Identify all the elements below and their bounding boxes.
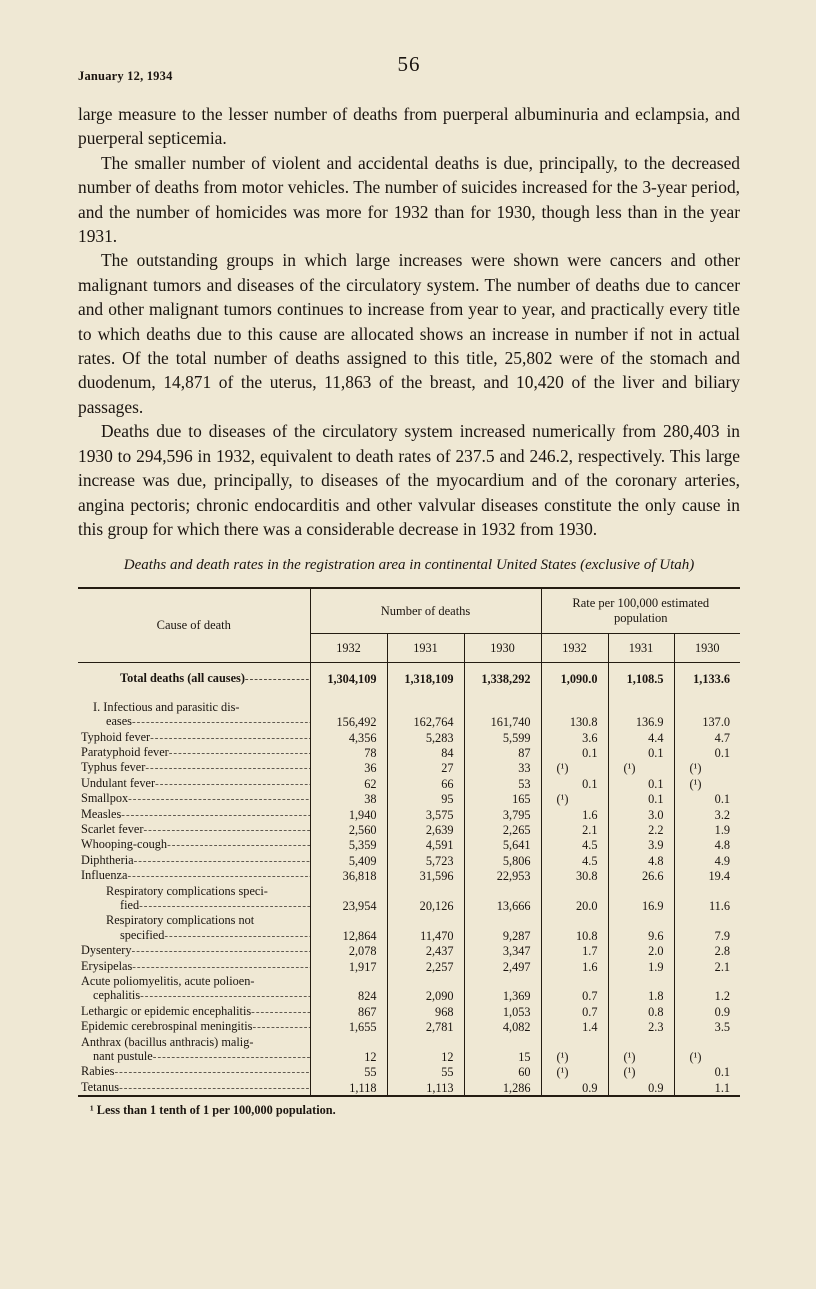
value-cell: 4,356 — [310, 730, 387, 745]
dash-leader — [128, 791, 309, 806]
value-cell: 2,090 — [387, 974, 464, 1004]
value-cell: (¹) — [608, 1064, 674, 1079]
value-cell: 4,082 — [464, 1019, 541, 1034]
value-cell: (¹) — [541, 760, 608, 775]
value-cell: 33 — [464, 760, 541, 775]
dash-leader — [139, 898, 309, 913]
value-cell: 1,118 — [310, 1080, 387, 1096]
value-cell: 20.0 — [541, 884, 608, 914]
value-cell: 19.4 — [674, 868, 740, 883]
dash-leader — [119, 1080, 309, 1095]
value-cell: 136.9 — [608, 690, 674, 730]
table-row — [78, 853, 740, 868]
value-cell: 3.5 — [674, 1019, 740, 1034]
value-cell: 137.0 — [674, 690, 740, 730]
cause-label: Undulant fever — [81, 775, 156, 790]
cause-label: Influenza — [81, 868, 128, 883]
cause-label: Typhoid fever — [81, 729, 151, 744]
paragraph: The outstanding groups in which large increases were shown were cancers and other malignant tumors and diseases of the circulatory system. The number of deaths due to cancer and other malignant tumors continues to increase from year to year, and practically every title to which deaths due to this cause are allocated shows an increase in number if not in actual rates. Of the total number of deaths assigned to this title, 25,802 were of the stomach and duodenum, 14,871 of the uterus, 11,863 of the breast, and 10,420 of the liver and biliary passages. — [78, 250, 740, 417]
value-cell: 36 — [310, 760, 387, 775]
paragraph: The smaller number of violent and accidental deaths is due, principally, to the decreased number of deaths from motor vehicles. The number of suicides increased for the 3-year period, and the number of homicides was more for 1932 than for 1930, though less than in the year 1931. — [78, 152, 740, 247]
cause-label: Paratyphoid fever — [81, 744, 169, 759]
value-cell: 5,806 — [464, 853, 541, 868]
value-cell: 2.2 — [608, 822, 674, 837]
value-cell: (¹) — [674, 760, 740, 775]
value-cell: 1.7 — [541, 943, 608, 958]
value-cell: 20,126 — [387, 884, 464, 914]
table-row — [78, 822, 740, 837]
cause-label: eases — [106, 714, 132, 729]
value-cell: 1,304,109 — [310, 663, 387, 690]
value-cell: 1.6 — [541, 959, 608, 974]
value-cell: 1,917 — [310, 959, 387, 974]
table-title: Deaths and death rates in the registration area in continental United States (exclusive of Utah) — [123, 557, 695, 574]
cause-label: Scarlet fever — [81, 821, 144, 836]
cause-cell — [78, 822, 310, 837]
value-cell: 2,265 — [464, 822, 541, 837]
value-cell: 130.8 — [541, 690, 608, 730]
cause-cell — [78, 853, 310, 868]
cause-cell — [78, 807, 310, 822]
value-cell: 1,940 — [310, 807, 387, 822]
table-row — [78, 791, 740, 806]
value-cell: 1,133.6 — [674, 663, 740, 690]
value-cell: 22,953 — [464, 868, 541, 883]
number-of-deaths-header: Number of deaths — [310, 588, 541, 634]
running-head — [78, 52, 740, 86]
value-cell: 3.9 — [608, 837, 674, 852]
cause-label: I. Infectious and parasitic dis- — [93, 699, 240, 714]
value-cell: 2,560 — [310, 822, 387, 837]
table-head — [78, 588, 740, 663]
value-cell: 7.9 — [674, 913, 740, 943]
cause-cell — [78, 1004, 310, 1019]
value-cell: 1,318,109 — [387, 663, 464, 690]
cause-label: Tetanus — [81, 1079, 120, 1094]
cause-label: Diphtheria — [81, 852, 134, 867]
value-cell: 165 — [464, 791, 541, 806]
table-row — [78, 1019, 740, 1034]
value-cell: 10.8 — [541, 913, 608, 943]
value-cell: (¹) — [541, 1035, 608, 1065]
table-row — [78, 745, 740, 760]
cause-label: Total deaths (all causes) — [120, 671, 245, 686]
value-cell: 55 — [387, 1064, 464, 1079]
value-cell: 1.4 — [541, 1019, 608, 1034]
value-cell: 3.6 — [541, 730, 608, 745]
value-cell: 31,596 — [387, 868, 464, 883]
value-cell: 1,286 — [464, 1080, 541, 1096]
value-cell: 0.1 — [674, 791, 740, 806]
cause-label: nant pustule — [93, 1049, 153, 1064]
cause-cell — [78, 1080, 310, 1096]
cause-cell — [78, 974, 310, 1004]
cause-label: specified — [120, 927, 165, 942]
value-cell: 4.4 — [608, 730, 674, 745]
deaths-year-1930: 1930 — [464, 634, 541, 663]
value-cell: 12 — [387, 1035, 464, 1065]
value-cell: 53 — [464, 776, 541, 791]
dash-leader — [140, 988, 309, 1003]
value-cell: 0.1 — [541, 745, 608, 760]
value-cell: (¹) — [674, 776, 740, 791]
deaths-year-1931: 1931 — [387, 634, 464, 663]
value-cell: 867 — [310, 1004, 387, 1019]
value-cell: 0.1 — [541, 776, 608, 791]
table-row — [78, 690, 740, 730]
cause-label: Lethargic or epidemic encephalitis — [81, 1003, 252, 1018]
value-cell: 23,954 — [310, 884, 387, 914]
value-cell: 5,283 — [387, 730, 464, 745]
cause-cell — [78, 837, 310, 852]
value-cell: 4.5 — [541, 837, 608, 852]
value-cell: 2,781 — [387, 1019, 464, 1034]
value-cell: 0.9 — [541, 1080, 608, 1096]
dash-leader — [150, 730, 309, 745]
value-cell: 968 — [387, 1004, 464, 1019]
cause-label: Erysipelas — [81, 958, 133, 973]
table-row — [78, 868, 740, 883]
value-cell: 1,369 — [464, 974, 541, 1004]
value-cell: 78 — [310, 745, 387, 760]
value-cell: 2,257 — [387, 959, 464, 974]
rate-year-1931: 1931 — [608, 634, 674, 663]
value-cell: 161,740 — [464, 690, 541, 730]
value-cell: 3,795 — [464, 807, 541, 822]
value-cell: 2.0 — [608, 943, 674, 958]
cause-label: Whooping-cough — [81, 837, 168, 852]
value-cell: 1.9 — [674, 822, 740, 837]
value-cell: 0.1 — [608, 791, 674, 806]
table-row — [78, 663, 740, 690]
dash-leader — [127, 868, 309, 883]
value-cell: 2.3 — [608, 1019, 674, 1034]
value-cell: 16.9 — [608, 884, 674, 914]
dash-leader — [251, 1004, 309, 1019]
cause-label: Respiratory complications not — [106, 913, 255, 928]
value-cell: 0.7 — [541, 974, 608, 1004]
cause-label: Measles — [81, 806, 122, 821]
paragraph: Deaths due to diseases of the circulatory system increased numerically from 280,403 in 1930 to 294,596 in 1932, equivalent to death rates of 237.5 and 246.2, respectively. This large increase was due, principally, to diseases of the myocardium and of the coronary arteries, angina pectoris; chronic endocarditis and other valvular diseases constitute the only cause in this group for which there was a considerable decrease in 1932 from 1930. — [78, 421, 740, 539]
table-row — [78, 730, 740, 745]
table-footnote: ¹ Less than 1 tenth of 1 per 100,000 population. — [90, 1103, 336, 1118]
table-row — [78, 1035, 740, 1065]
cause-label: Typhus fever — [81, 760, 146, 775]
value-cell: 1.1 — [674, 1080, 740, 1096]
value-cell: 824 — [310, 974, 387, 1004]
dash-leader — [245, 671, 310, 686]
value-cell: 4.8 — [608, 853, 674, 868]
cause-cell — [78, 791, 310, 806]
cause-cell — [78, 913, 310, 943]
value-cell: 27 — [387, 760, 464, 775]
body-text — [78, 102, 740, 541]
value-cell: 2.1 — [541, 822, 608, 837]
value-cell: 5,409 — [310, 853, 387, 868]
value-cell: 2.8 — [674, 943, 740, 958]
dash-leader — [252, 1019, 309, 1034]
cause-cell — [78, 776, 310, 791]
value-cell: 3.0 — [608, 807, 674, 822]
dash-leader — [169, 745, 310, 760]
value-cell: 156,492 — [310, 690, 387, 730]
value-cell: (¹) — [541, 791, 608, 806]
value-cell: 55 — [310, 1064, 387, 1079]
value-cell: 66 — [387, 776, 464, 791]
group-header-row — [78, 588, 740, 634]
cause-label: Acute poliomyelitis, acute polioen- — [81, 974, 255, 989]
value-cell: 162,764 — [387, 690, 464, 730]
dash-leader — [143, 822, 309, 837]
value-cell: (¹) — [608, 760, 674, 775]
value-cell: 36,818 — [310, 868, 387, 883]
value-cell: 1,655 — [310, 1019, 387, 1034]
value-cell: 26.6 — [608, 868, 674, 883]
cause-cell — [78, 884, 310, 914]
table-row — [78, 1064, 740, 1079]
table-row — [78, 807, 740, 822]
dash-leader — [153, 1049, 310, 1064]
deaths-year-1932: 1932 — [310, 634, 387, 663]
value-cell: 1,053 — [464, 1004, 541, 1019]
dash-leader — [121, 807, 309, 822]
cause-label: fied — [120, 898, 140, 912]
cause-cell — [78, 760, 310, 775]
rate-year-1930: 1930 — [674, 634, 740, 663]
value-cell: 0.9 — [674, 1004, 740, 1019]
dash-leader — [167, 837, 309, 852]
value-cell: 62 — [310, 776, 387, 791]
table-row — [78, 760, 740, 775]
value-cell: 1,090.0 — [541, 663, 608, 690]
dash-leader — [132, 959, 309, 974]
value-cell: 87 — [464, 745, 541, 760]
value-cell: 9.6 — [608, 913, 674, 943]
value-cell: 2.1 — [674, 959, 740, 974]
value-cell: 0.7 — [541, 1004, 608, 1019]
value-cell: 5,599 — [464, 730, 541, 745]
value-cell: (¹) — [541, 1064, 608, 1079]
cause-of-death-header: Cause of death — [78, 588, 310, 663]
cause-label: Dysentery — [81, 943, 132, 958]
value-cell: 0.9 — [608, 1080, 674, 1096]
cause-cell — [78, 943, 310, 958]
value-cell: 1.6 — [541, 807, 608, 822]
table-row — [78, 913, 740, 943]
cause-cell — [78, 730, 310, 745]
dash-leader — [134, 853, 310, 868]
header-date: January 12, 1934 — [78, 69, 173, 83]
value-cell: 2,078 — [310, 943, 387, 958]
value-cell: 11.6 — [674, 884, 740, 914]
table-row — [78, 776, 740, 791]
cause-label: Anthrax (bacillus anthracis) malig- — [81, 1034, 254, 1049]
dash-leader — [155, 776, 309, 791]
rate-year-1932: 1932 — [541, 634, 608, 663]
value-cell: 12 — [310, 1035, 387, 1065]
cause-cell — [78, 1019, 310, 1034]
value-cell: 95 — [387, 791, 464, 806]
value-cell: 0.8 — [608, 1004, 674, 1019]
value-cell: 1.8 — [608, 974, 674, 1004]
deaths-table — [78, 587, 740, 1097]
value-cell: (¹) — [608, 1035, 674, 1065]
dash-leader — [132, 943, 310, 958]
rate-per-100000-header: Rate per 100,000 estimated population — [541, 588, 740, 634]
value-cell: 11,470 — [387, 913, 464, 943]
value-cell: 2,437 — [387, 943, 464, 958]
cause-label: Respiratory complications speci- — [106, 883, 268, 898]
cause-cell — [78, 1035, 310, 1065]
value-cell: 1.2 — [674, 974, 740, 1004]
cause-label: Epidemic cerebrospinal meningitis — [81, 1019, 253, 1034]
value-cell: 1.9 — [608, 959, 674, 974]
table-row — [78, 837, 740, 852]
value-cell: 1,338,292 — [464, 663, 541, 690]
page-number: 56 — [397, 52, 421, 76]
dash-leader — [114, 1064, 309, 1079]
dash-leader — [132, 714, 310, 729]
table-row — [78, 974, 740, 1004]
table-body — [78, 663, 740, 1096]
value-cell: 3,575 — [387, 807, 464, 822]
value-cell: 5,641 — [464, 837, 541, 852]
table-row — [78, 959, 740, 974]
cause-cell — [78, 663, 310, 690]
value-cell: 0.1 — [608, 745, 674, 760]
value-cell: 1,108.5 — [608, 663, 674, 690]
cause-cell — [78, 959, 310, 974]
value-cell: 84 — [387, 745, 464, 760]
table-row — [78, 884, 740, 914]
value-cell: 4.5 — [541, 853, 608, 868]
value-cell: 0.1 — [674, 1064, 740, 1079]
value-cell: 4.7 — [674, 730, 740, 745]
dash-leader — [164, 928, 309, 943]
cause-label: Rabies — [81, 1064, 115, 1079]
value-cell: 1,113 — [387, 1080, 464, 1096]
value-cell: 30.8 — [541, 868, 608, 883]
dash-leader — [145, 760, 309, 775]
value-cell: 9,287 — [464, 913, 541, 943]
value-cell: (¹) — [674, 1035, 740, 1065]
value-cell: 12,864 — [310, 913, 387, 943]
value-cell: 3.2 — [674, 807, 740, 822]
value-cell: 0.1 — [674, 745, 740, 760]
value-cell: 4.8 — [674, 837, 740, 852]
paragraph: large measure to the lesser number of deaths from puerperal albuminuria and eclampsia, and puerperal septicemia. — [78, 104, 740, 149]
table-row — [78, 1004, 740, 1019]
value-cell: 38 — [310, 791, 387, 806]
table-row — [78, 1080, 740, 1096]
cause-cell — [78, 1064, 310, 1079]
value-cell: 4,591 — [387, 837, 464, 852]
value-cell: 2,497 — [464, 959, 541, 974]
value-cell: 3,347 — [464, 943, 541, 958]
cause-label: cephalitis — [93, 988, 141, 1003]
value-cell: 5,359 — [310, 837, 387, 852]
value-cell: 2,639 — [387, 822, 464, 837]
cause-cell — [78, 690, 310, 730]
cause-label: Smallpox — [81, 791, 129, 806]
value-cell: 15 — [464, 1035, 541, 1065]
table-row — [78, 943, 740, 958]
value-cell: 5,723 — [387, 853, 464, 868]
value-cell: 0.1 — [608, 776, 674, 791]
value-cell: 4.9 — [674, 853, 740, 868]
value-cell: 60 — [464, 1064, 541, 1079]
cause-cell — [78, 745, 310, 760]
value-cell: 13,666 — [464, 884, 541, 914]
cause-cell — [78, 868, 310, 883]
